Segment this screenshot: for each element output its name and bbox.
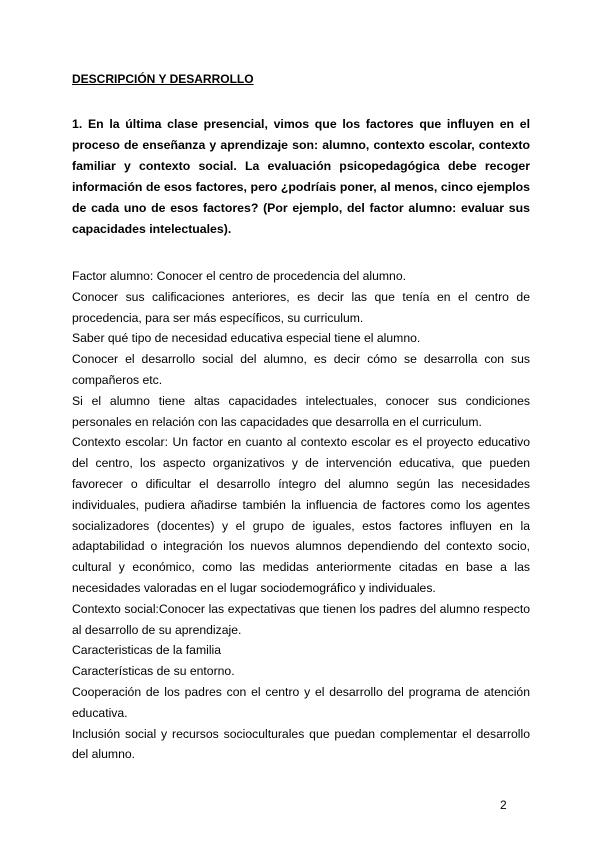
answer-paragraph: Factor alumno: Conocer el centro de procedencia del alumno. [72,269,406,283]
page-number: 2 [500,798,507,812]
question-paragraph: 1. En la última clase presencial, vimos que los factores que influyen en el proceso de enseñanza y aprendizaje son: alumno, contexto escolar, contexto familiar y contexto social. La evaluación psicopedagógica debe recoger información de esos factores, pero ¿podríais poner, al menos, cinco ejemplos de cada uno de esos factores? (Por ejemplo, del factor alumno: evaluar sus capacidades intelectuales). [72,117,530,236]
answer-paragraph: Cooperación de los padres con el centro y el desarrollo del programa de atención educativa. [72,684,530,720]
answer-paragraph: Inclusión social y recursos socioculturales que puedan complementar el desarrollo del alumno. [72,726,530,762]
answer-paragraph: Conocer sus calificaciones anteriores, es decir las que tenía en el centro de procedencia, para ser más específicos, su curriculum. [72,289,530,325]
answer-paragraph: Si el alumno tiene altas capacidades intelectuales, conocer sus condiciones personales en relación con las capacidades que desarrolla en el curriculum. [72,393,530,429]
answer-paragraph: Contexto social:Conocer las expectativas que tienen los padres del alumno respecto al desarrollo de su aprendizaje. [72,601,530,637]
section-heading: DESCRIPCIÓN Y DESARROLLO [72,72,254,86]
answer-paragraph: Características de su entorno. [72,664,235,679]
answer-paragraph: Saber qué tipo de necesidad educativa especial tiene el alumno. [72,331,421,346]
answer-paragraph: Conocer el desarrollo social del alumno, es decir cómo se desarrolla con sus compañeros etc. [72,352,530,387]
page-content [72,70,530,765]
answer-body [72,266,530,765]
answer-paragraph: Contexto escolar: Un factor en cuanto al contexto escolar es el proyecto educativo del centro, los aspecto organizativos y de intervención educativa, que pueden favorecer o dificultar el desarrollo íntegro del alumno según las necesidades individuales, pudiera añadirse también la influencia de factores como los agentes socializadores (docentes) y el grupo de iguales, estos factores influyen en la adaptabilidad o integración los nuevos alumnos dependiendo del contexto socio, cultural y económico, como las medidas anteriormente citadas en base a las necesidades valoradas en el lugar sociodemográfico y individuales. [72,435,530,595]
answer-paragraph: Caracteristicas de la familia [72,643,222,658]
